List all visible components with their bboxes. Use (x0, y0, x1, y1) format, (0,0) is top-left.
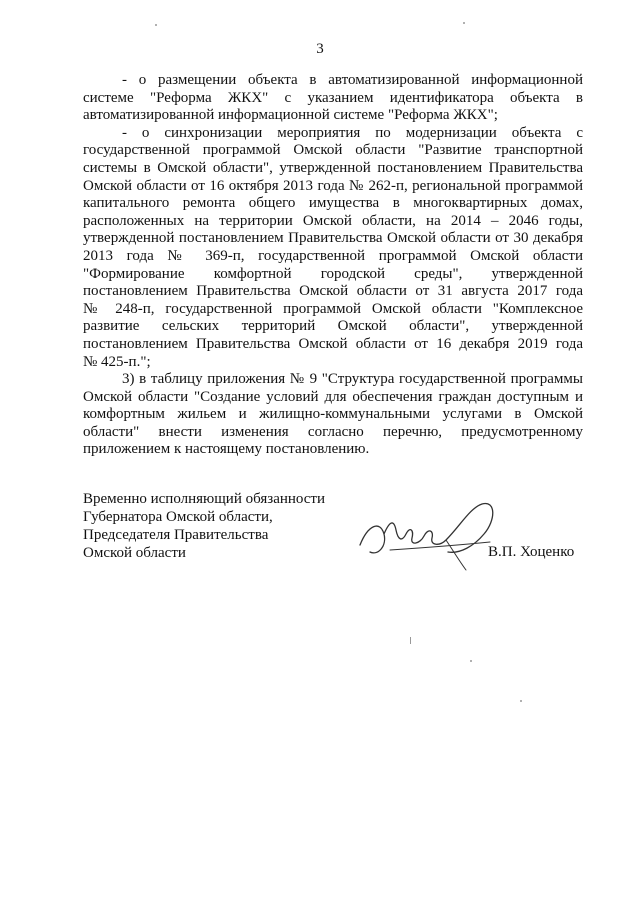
text-line: - о синхронизации мероприятия по модернизации объекта с (122, 124, 583, 141)
text-line: Омской области от 16 октября 2013 года № 262-п, региональной программой (83, 177, 583, 194)
signatory-title-line: Губернатора Омской области, (83, 509, 273, 525)
scan-speck (520, 700, 522, 702)
text-line: № 248-п, государственной программой Омской области "Комплексное (83, 300, 583, 317)
handwritten-signature (350, 490, 500, 580)
signatory-name: В.П. Хоценко (488, 544, 575, 560)
text-line: "Формирование комфортной городской среды", утвержденной (83, 265, 583, 282)
scan-speck (470, 660, 472, 662)
text-line: утвержденной постановлением Правительства Омской области от 30 декабря (83, 230, 583, 247)
paragraph-placement (83, 72, 583, 125)
document-body (83, 72, 583, 459)
text-line: развитие сельских территорий Омской области", утвержденной (83, 318, 583, 335)
paragraph-synchronization (83, 125, 583, 371)
scan-speck (410, 637, 411, 644)
text-line: 3) в таблицу приложения № 9 "Структура государственной программы (122, 371, 583, 388)
text-line: 2013 года № 369-п, государственной программой Омской области (83, 247, 583, 264)
text-line: системе "Реформа ЖКХ" с указанием идентификатора объекта в (83, 89, 583, 106)
signatory-title (83, 490, 343, 562)
signatory-title-line: Омской области (83, 545, 186, 561)
text-line: № 425-п."; (83, 353, 151, 370)
text-line: постановлением Правительства Омской области от 31 августа 2017 года (83, 283, 583, 300)
text-line: - о размещении объекта в автоматизированной информационной (122, 72, 583, 88)
text-line: области" внести изменения согласно перечню, предусмотренному (83, 423, 583, 440)
text-line: комфортным жильем и жилищно-коммунальными услугами в Омской (83, 406, 583, 423)
paragraph-table-amendment (83, 371, 583, 459)
text-line: автоматизированной информационной системе "Реформа ЖКХ"; (83, 107, 498, 124)
page-number: 3 (316, 41, 324, 57)
text-line: приложением к настоящему постановлению. (83, 441, 370, 458)
text-line: Омской области "Создание условий для обеспечения граждан доступным и (83, 388, 583, 405)
scan-speck (155, 24, 157, 26)
signatory-title-line: Председателя Правительства (83, 527, 269, 543)
text-line: системы в Омской области", утвержденной постановлением Правительства (83, 159, 583, 176)
text-line: капитального ремонта общего имущества в многоквартирных домах, (83, 195, 583, 212)
text-line: расположенных на территории Омской области, на 2014 – 2046 годы, (83, 212, 583, 229)
scan-speck (463, 22, 465, 24)
text-line: государственной программой Омской области "Развитие транспортной (83, 142, 583, 159)
text-line: постановлением Правительства Омской области от 16 декабря 2019 года (83, 335, 583, 352)
signatory-title-line: Временно исполняющий обязанности (83, 491, 326, 507)
